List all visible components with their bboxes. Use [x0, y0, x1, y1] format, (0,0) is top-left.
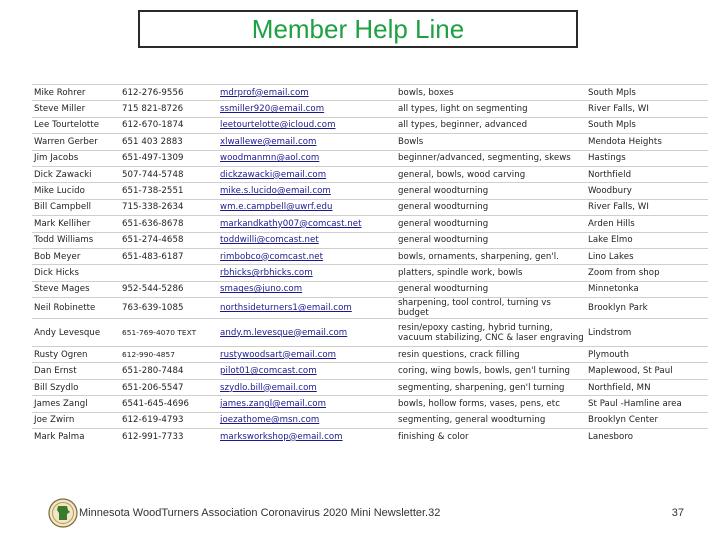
member-email[interactable]: mdrprof@email.com — [218, 85, 396, 101]
table-row — [32, 117, 708, 133]
help-line-table — [32, 84, 708, 444]
member-name: Andy Levesque — [32, 319, 120, 347]
table-row — [32, 101, 708, 117]
table-row — [32, 412, 708, 428]
member-email[interactable]: xlwallewe@email.com — [218, 134, 396, 150]
member-name: Mark Kelliher — [32, 216, 120, 232]
table-row — [32, 183, 708, 199]
member-location: South Mpls — [586, 85, 708, 101]
member-specialty: general woodturning — [396, 183, 586, 199]
member-email[interactable]: wm.e.campbell@uwrf.edu — [218, 199, 396, 215]
member-phone: 651-636-8678 — [120, 216, 218, 232]
table-row — [32, 134, 708, 150]
member-name: Joe Zwirn — [32, 412, 120, 428]
member-location: River Falls, WI — [586, 199, 708, 215]
member-name: Dick Hicks — [32, 265, 120, 281]
member-phone: 651-483-6187 — [120, 248, 218, 264]
member-name: Steve Miller — [32, 101, 120, 117]
member-specialty: finishing & color — [396, 429, 586, 445]
member-name: Bill Szydlo — [32, 379, 120, 395]
member-specialty: bowls, hollow forms, vases, pens, etc — [396, 396, 586, 412]
member-email[interactable]: ssmiller920@email.com — [218, 101, 396, 117]
page-title: Member Help Line — [251, 13, 465, 44]
member-specialty: bowls, boxes — [396, 85, 586, 101]
table-row — [32, 347, 708, 363]
member-email[interactable]: james.zangl@email.com — [218, 396, 396, 412]
member-phone: 612-619-4793 — [120, 412, 218, 428]
member-location: Minnetonka — [586, 281, 708, 297]
member-phone: 651-769-4070 TEXT — [120, 319, 218, 347]
member-phone: 612-276-9556 — [120, 85, 218, 101]
member-specialty: resin/epoxy casting, hybrid turning, vacuum stabilizing, CNC & laser engraving — [396, 319, 586, 347]
member-location: River Falls, WI — [586, 101, 708, 117]
member-specialty: general woodturning — [396, 199, 586, 215]
member-name: James Zangl — [32, 396, 120, 412]
member-specialty: general woodturning — [396, 281, 586, 297]
table-row — [32, 265, 708, 281]
member-email[interactable]: marksworkshop@email.com — [218, 429, 396, 445]
table-row — [32, 281, 708, 297]
member-location: Plymouth — [586, 347, 708, 363]
member-specialty: general woodturning — [396, 216, 586, 232]
table-row — [32, 216, 708, 232]
table-row — [32, 85, 708, 101]
member-email[interactable]: markandkathy007@comcast.net — [218, 216, 396, 232]
member-location: Brooklyn Park — [586, 298, 708, 319]
member-name: Warren Gerber — [32, 134, 120, 150]
member-name: Dan Ernst — [32, 363, 120, 379]
member-phone: 612-990-4857 — [120, 347, 218, 363]
member-email[interactable]: rustywoodsart@email.com — [218, 347, 396, 363]
table-row — [32, 232, 708, 248]
table-row — [32, 298, 708, 319]
member-location: Hastings — [586, 150, 708, 166]
member-phone: 6541-645-4696 — [120, 396, 218, 412]
member-location: Maplewood, St Paul — [586, 363, 708, 379]
member-specialty: sharpening, tool control, turning vs budget — [396, 298, 586, 319]
footer-text: Minnesota WoodTurners Association Coronavirus 2020 Mini Newsletter.32 — [79, 507, 441, 519]
member-phone: 612-670-1874 — [120, 117, 218, 133]
member-location: Lino Lakes — [586, 248, 708, 264]
member-name: Steve Mages — [32, 281, 120, 297]
member-email[interactable]: northsideturners1@email.com — [218, 298, 396, 319]
member-email[interactable]: leetourtelotte@icloud.com — [218, 117, 396, 133]
member-specialty: Bowls — [396, 134, 586, 150]
member-phone: 715-338-2634 — [120, 199, 218, 215]
table-row — [32, 199, 708, 215]
member-phone: 651-738-2551 — [120, 183, 218, 199]
member-specialty: general woodturning — [396, 232, 586, 248]
member-phone — [120, 265, 218, 281]
member-location: Arden Hills — [586, 216, 708, 232]
page-number: 37 — [671, 507, 684, 519]
member-location: Mendota Heights — [586, 134, 708, 150]
member-email[interactable]: rimbobco@comcast.net — [218, 248, 396, 264]
member-phone: 651-274-4658 — [120, 232, 218, 248]
member-location: Northfield — [586, 166, 708, 182]
member-location: Lanesboro — [586, 429, 708, 445]
table-row — [32, 166, 708, 182]
member-location: South Mpls — [586, 117, 708, 133]
member-name: Bill Campbell — [32, 199, 120, 215]
member-email[interactable]: smages@juno.com — [218, 281, 396, 297]
member-email[interactable]: mike.s.lucido@email.com — [218, 183, 396, 199]
member-specialty: platters, spindle work, bowls — [396, 265, 586, 281]
member-phone: 651-206-5547 — [120, 379, 218, 395]
member-name: Mike Rohrer — [32, 85, 120, 101]
mwa-logo-icon — [48, 498, 78, 528]
member-location: St Paul -Hamline area — [586, 396, 708, 412]
member-location: Brooklyn Center — [586, 412, 708, 428]
member-specialty: bowls, ornaments, sharpening, gen'l. — [396, 248, 586, 264]
member-email[interactable]: woodmanmn@aol.com — [218, 150, 396, 166]
member-specialty: resin questions, crack filling — [396, 347, 586, 363]
member-phone: 763-639-1085 — [120, 298, 218, 319]
table-row — [32, 319, 708, 347]
member-location: Lake Elmo — [586, 232, 708, 248]
member-specialty: segmenting, sharpening, gen'l turning — [396, 379, 586, 395]
member-name: Neil Robinette — [32, 298, 120, 319]
member-specialty: all types, light on segmenting — [396, 101, 586, 117]
member-specialty: all types, beginner, advanced — [396, 117, 586, 133]
member-specialty: general, bowls, wood carving — [396, 166, 586, 182]
member-location: Northfield, MN — [586, 379, 708, 395]
member-specialty: beginner/advanced, segmenting, skews — [396, 150, 586, 166]
member-name: Todd Williams — [32, 232, 120, 248]
member-name: Rusty Ogren — [32, 347, 120, 363]
member-specialty: coring, wing bowls, bowls, gen'l turning — [396, 363, 586, 379]
title-box — [138, 10, 578, 48]
table-row — [32, 363, 708, 379]
member-email[interactable]: rbhicks@rbhicks.com — [218, 265, 396, 281]
member-email[interactable]: toddwilli@comcast.net — [218, 232, 396, 248]
member-name: Mark Palma — [32, 429, 120, 445]
table-row — [32, 379, 708, 395]
member-email[interactable]: dickzawacki@email.com — [218, 166, 396, 182]
member-phone: 715 821-8726 — [120, 101, 218, 117]
table-row — [32, 429, 708, 445]
member-location: Woodbury — [586, 183, 708, 199]
member-name: Mike Lucido — [32, 183, 120, 199]
member-email[interactable]: joezathome@msn.com — [218, 412, 396, 428]
table-row — [32, 248, 708, 264]
member-name: Dick Zawacki — [32, 166, 120, 182]
member-phone: 651 403 2883 — [120, 134, 218, 150]
member-name: Jim Jacobs — [32, 150, 120, 166]
member-name: Bob Meyer — [32, 248, 120, 264]
member-email[interactable]: szydlo.bill@email.com — [218, 379, 396, 395]
member-phone: 651-280-7484 — [120, 363, 218, 379]
member-email[interactable]: pilot01@comcast.com — [218, 363, 396, 379]
member-email[interactable]: andy.m.levesque@email.com — [218, 319, 396, 347]
member-phone: 507-744-5748 — [120, 166, 218, 182]
footer — [48, 498, 718, 530]
member-phone: 651-497-1309 — [120, 150, 218, 166]
table-row — [32, 396, 708, 412]
member-phone: 612-991-7733 — [120, 429, 218, 445]
member-specialty: segmenting, general woodturning — [396, 412, 586, 428]
member-name: Lee Tourtelotte — [32, 117, 120, 133]
member-location: Lindstrom — [586, 319, 708, 347]
member-location: Zoom from shop — [586, 265, 708, 281]
member-phone: 952-544-5286 — [120, 281, 218, 297]
table-row — [32, 150, 708, 166]
